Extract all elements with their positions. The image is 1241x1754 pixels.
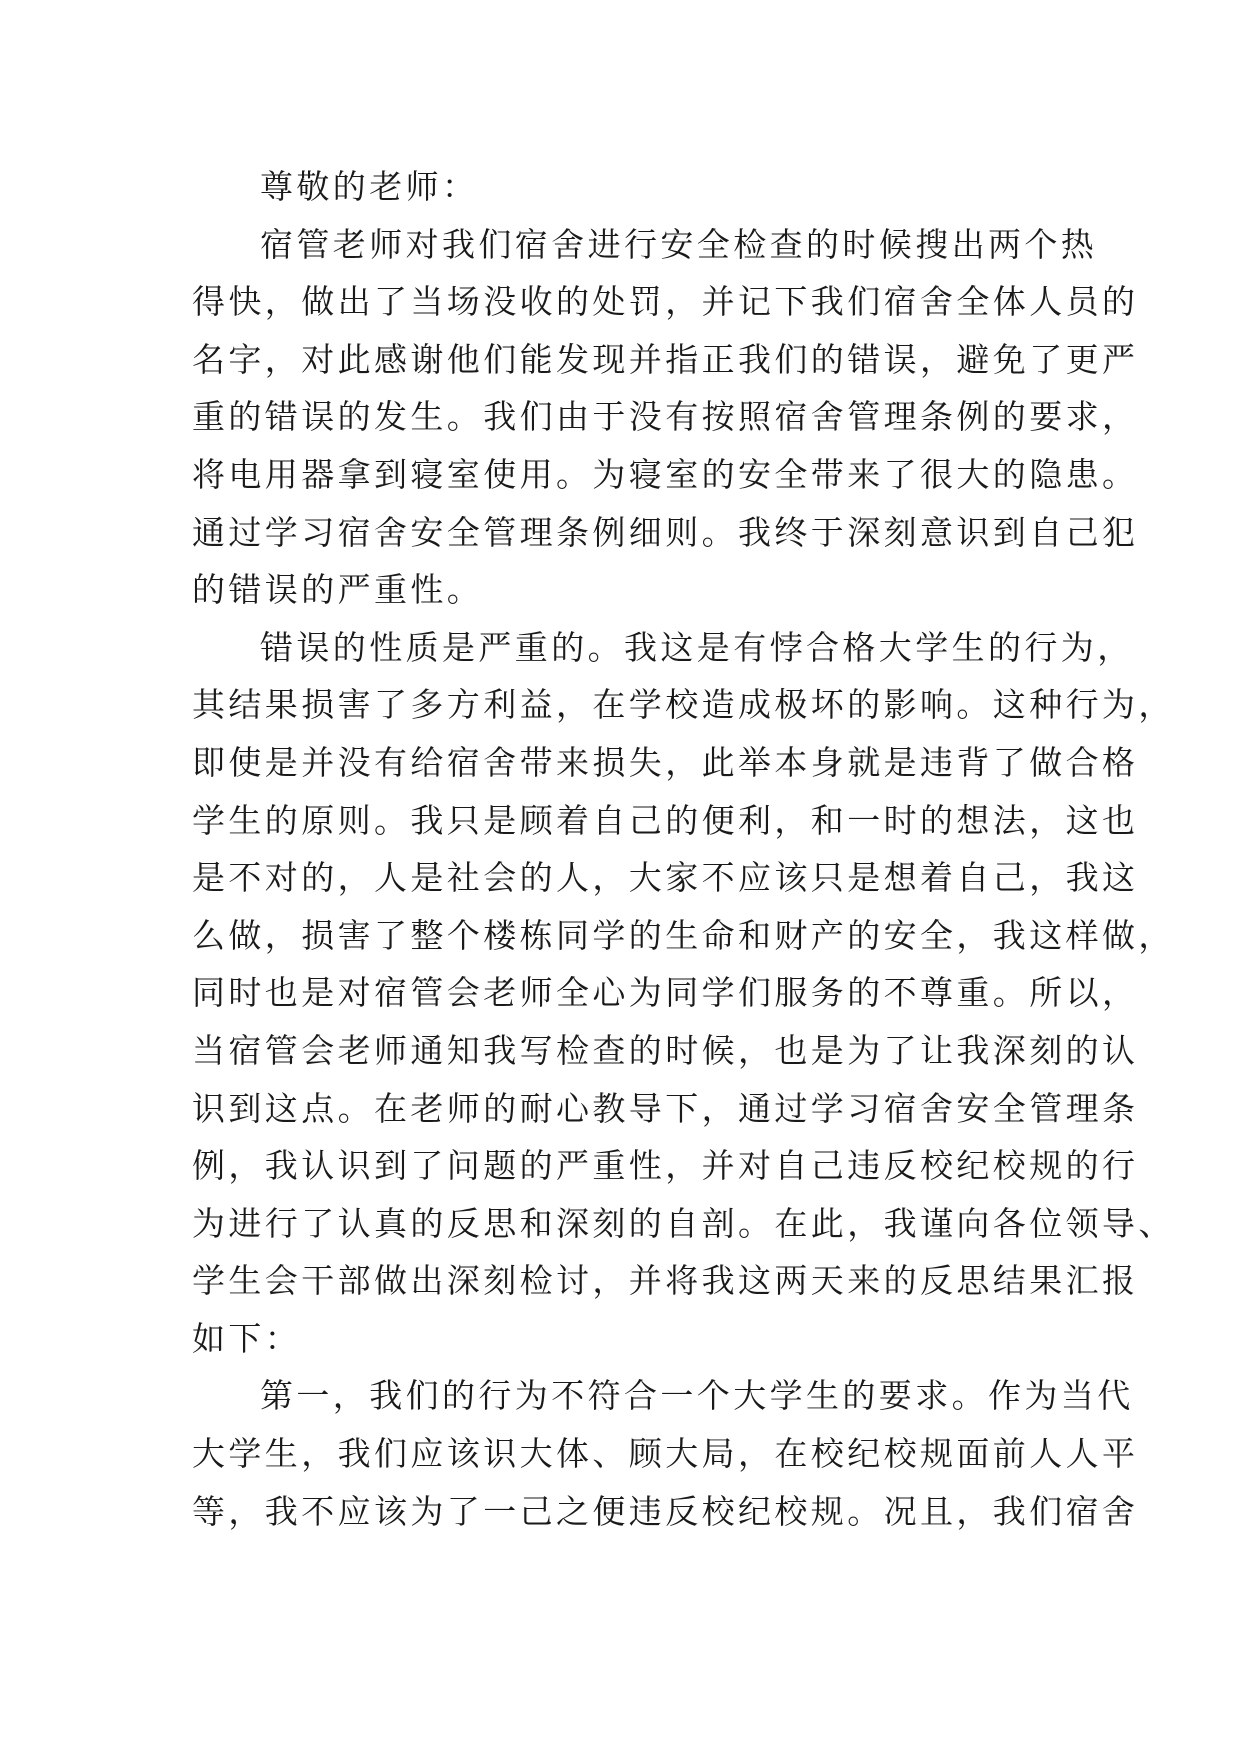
- letter-body: [192, 158, 1175, 1540]
- text-line: 将电用器拿到寝室使用。为寝室的安全带来了很大的隐患。: [192, 454, 1139, 494]
- text-line: 如下：: [192, 1318, 302, 1358]
- text-line: 识到这点。在老师的耐心教导下，通过学习宿舍安全管理条: [192, 1088, 1139, 1128]
- text-line: 么做，损害了整个楼栋同学的生命和财产的安全，我这样做，: [192, 915, 1175, 955]
- text-line: 通过学习宿舍安全管理条例细则。我终于深刻意识到自己犯: [192, 512, 1139, 552]
- text-line: 例，我认识到了问题的严重性，并对自己违反校纪校规的行: [192, 1146, 1139, 1186]
- text-line: 即使是并没有给宿舍带来损失，此举本身就是违背了做合格: [192, 742, 1139, 782]
- paragraph-2: [192, 619, 1175, 1368]
- text-line: 等，我不应该为了一己之便违反校纪校规。况且，我们宿舍: [192, 1491, 1139, 1531]
- text-line: 第一，我们的行为不符合一个大学生的要求。作为当代: [260, 1376, 1134, 1416]
- text-line: 同时也是对宿管会老师全心为同学们服务的不尊重。所以，: [192, 973, 1139, 1013]
- text-line: 重的错误的发生。我们由于没有按照宿舍管理条例的要求，: [192, 397, 1139, 437]
- paragraph-3: [192, 1367, 1139, 1540]
- text-line: 学生的原则。我只是顾着自己的便利，和一时的想法，这也: [192, 800, 1139, 840]
- text-line: 宿管老师对我们宿舍进行安全检查的时候搜出两个热: [260, 224, 1098, 264]
- paragraph-1: [192, 216, 1139, 619]
- text-line: 的错误的严重性。: [192, 570, 484, 610]
- text-line: 当宿管会老师通知我写检查的时候，也是为了让我深刻的认: [192, 1030, 1139, 1070]
- text-line: 名字，对此感谢他们能发现并指正我们的错误，避免了更严: [192, 339, 1139, 379]
- text-line: 得快，做出了当场没收的处罚，并记下我们宿舍全体人员的: [192, 282, 1139, 322]
- text-line: 为进行了认真的反思和深刻的自剖。在此，我谨向各位领导、: [192, 1203, 1175, 1243]
- text-line: 学生会干部做出深刻检讨，并将我这两天来的反思结果汇报: [192, 1261, 1139, 1301]
- salutation: 尊敬的老师：: [260, 167, 479, 206]
- text-line: 其结果损害了多方利益，在学校造成极坏的影响。这种行为，: [192, 685, 1175, 725]
- text-line: 大学生，我们应该识大体、顾大局，在校纪校规面前人人平: [192, 1434, 1139, 1474]
- text-line: 错误的性质是严重的。我这是有悖合格大学生的行为，: [260, 627, 1134, 667]
- text-line: 是不对的，人是社会的人，大家不应该只是想着自己，我这: [192, 858, 1139, 898]
